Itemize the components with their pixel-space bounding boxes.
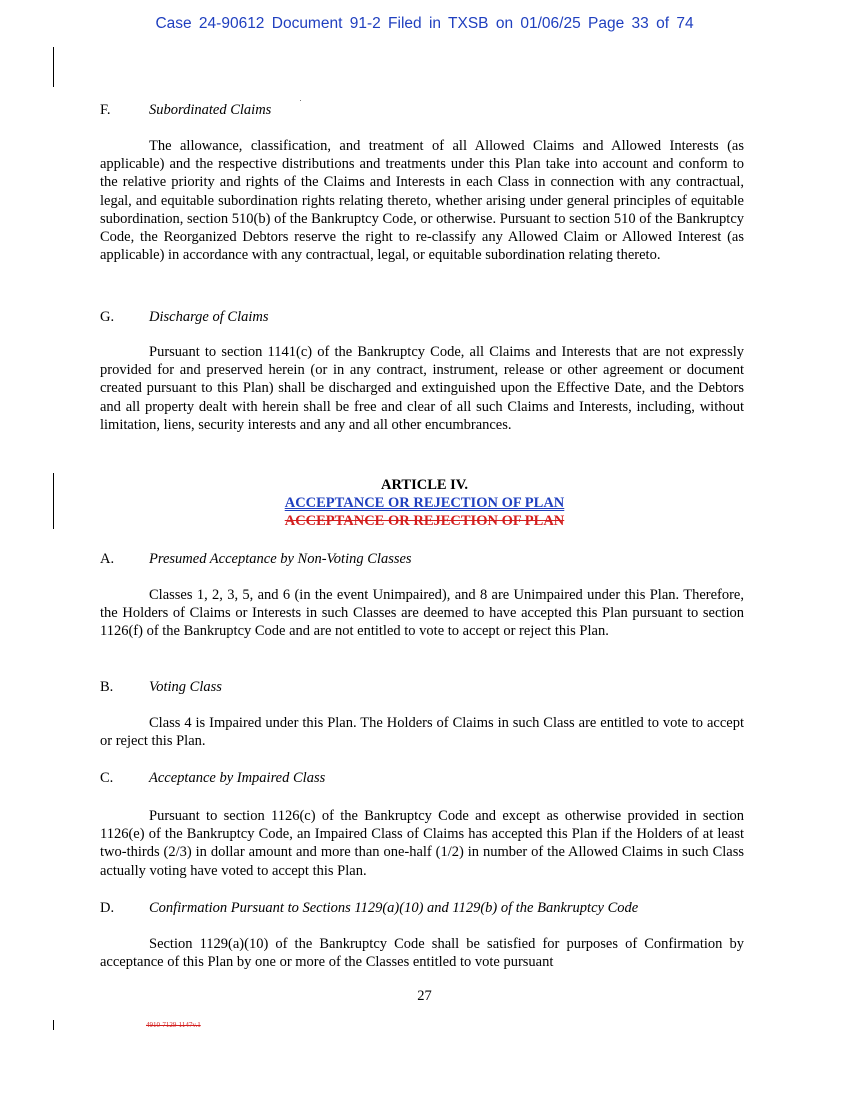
section-body-d: Section 1129(a)(10) of the Bankruptcy Code shall be satisfied for purposes of Confirmation by acceptance of this Plan by one or more of the Classes entitled to vote pursuant [100, 936, 744, 971]
section-letter: A. [100, 551, 115, 567]
section-title: Voting Class [149, 679, 222, 695]
section-body-c: Pursuant to section 1126(c) of the Bankruptcy Code and except as otherwise provided in section 1126(e) of the Bankruptcy Code, an Impaired Class of Claims has accepted this Plan if the Holders of at least two-thirds (2/3) in dollar amount and more than one-half (1/2) in number of the Allowed Claims in such Class actually voting have voted to accept this Plan. [100, 808, 744, 879]
section-letter: F. [100, 102, 111, 118]
section-body-a: Classes 1, 2, 3, 5, and 6 (in the event Unimpaired), and 8 are Unimpaired under this Plan. Therefore, the Holders of Claims or Interests in such Classes are deemed to have accepted this Plan pursuant to section 1126(f) of the Bankruptcy Code and are not entitled to vote to accept or reject this Plan. [100, 587, 744, 640]
section-title: Acceptance by Impaired Class [149, 770, 326, 786]
filed-info: Filed in TXSB on 01/06/25 [388, 15, 581, 32]
section-heading-c [100, 770, 325, 787]
article-title-inserted [0, 494, 849, 512]
section-heading-g [100, 309, 269, 326]
change-bar [53, 1020, 54, 1030]
document-number: Document 91-2 [271, 15, 381, 32]
article-title-deleted [0, 512, 849, 530]
page-count: Page 33 of 74 [588, 15, 694, 32]
section-heading-d [100, 900, 638, 917]
section-letter: B. [100, 679, 114, 695]
section-heading-f [100, 102, 271, 119]
section-body-g: Pursuant to section 1141(c) of the Bankruptcy Code, all Claims and Interests that are not expressly provided for and preserved herein (or in any contract, instrument, release or other agreement or document created pursuant to this Plan) shall be discharged and extinguished upon the Effective Date, and the Debtors and all property dealt with herein shall be free and clear of all such Claims and Interests, including, without limitation, liens, security interests and any and all other encumbrances. [100, 344, 744, 433]
section-title: Subordinated Claims [149, 102, 272, 118]
section-letter: D. [100, 900, 115, 916]
deleted-text: ACCEPTANCE OR REJECTION OF PLAN [284, 513, 565, 529]
filing-header [0, 15, 849, 33]
change-bar [53, 47, 54, 87]
section-heading-a [100, 551, 412, 568]
inserted-text: ACCEPTANCE OR REJECTION OF PLAN [284, 495, 565, 511]
section-heading-b [100, 679, 222, 696]
case-number: Case 24-90612 [155, 15, 265, 32]
mark-dot [300, 100, 301, 101]
footer-doc-id: 4910-7129-1147v.1 [146, 1021, 201, 1029]
section-letter: G. [100, 309, 115, 325]
section-body-f: The allowance, classification, and treatment of all Allowed Claims and Allowed Interests (as applicable) and the respective distributions and treatments under this Plan take into account and conform to the relative priority and rights of the Claims and Interests in each Class in connection with any contractual, legal, and equitable subordination rights relating thereto, whether arising under general principles of equitable subordination, section 510(b) of the Bankruptcy Code, or otherwise. Pursuant to section 510 of the Bankruptcy Code, the Reorganized Debtors reserve the right to re-classify any Allowed Claim or Allowed Interest (as applicable) in accordance with any contractual, legal, or equitable subordination relating thereto. [100, 138, 744, 264]
section-title: Discharge of Claims [149, 309, 269, 325]
section-letter: C. [100, 770, 114, 786]
section-body-b: Class 4 is Impaired under this Plan. The Holders of Claims in such Class are entitled to vote to accept or reject this Plan. [100, 715, 744, 750]
section-title: Confirmation Pursuant to Sections 1129(a)(10) and 1129(b) of the Bankruptcy Code [149, 900, 639, 916]
article-number: ARTICLE IV. [380, 477, 469, 493]
section-title: Presumed Acceptance by Non-Voting Classes [149, 551, 412, 567]
page-number: 27 [417, 988, 432, 1004]
